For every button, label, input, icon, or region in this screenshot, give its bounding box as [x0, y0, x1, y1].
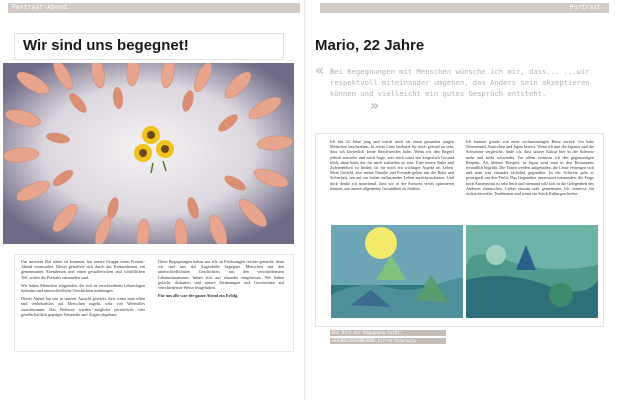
hands-photo [3, 63, 294, 244]
artwork-1 [331, 225, 463, 318]
portrait-title: Mario, 22 Jahre [315, 37, 425, 54]
artwork-2-image [466, 225, 598, 318]
right-header-label: Portrait. [569, 4, 605, 11]
page-title: Wir sind uns begegnet! [23, 37, 189, 54]
left-text-block [14, 254, 294, 352]
left-paragraph-1: Um unserem Ziel näher zu kommen, hat unsere Gruppe einen Portrait-Abend veranstaltet. Dieser gestaltete sich durch das Kennenlernen, ein gemeinsames Abendessen und einen gestalterischen und schriftlichen Teil, wobei die Portraits entstanden sind. [21, 259, 145, 280]
left-column-1 [21, 259, 145, 320]
left-paragraph-3: Dieser Abend hat uns in unserer Ansicht gestärkt, dass wenn man offen und vorbehaltslos auf Menschen zugeht, sehr viel Wertvolles zurückkommt. Das Weiteren werden mögliche persönliche oder gesellschaftlich geprägte Vorurteile und Ängste abgebaut. [21, 296, 145, 317]
hands-illustration [3, 63, 294, 244]
left-page [0, 0, 306, 400]
left-title-box [14, 33, 284, 60]
quote-text: Bei Begegnungen mit Menschen wünsche ich mir, dass... ...wir respektvoll miteinander umgehen, das Anders sein akzeptieren können und vielleicht ein gutes Gespräch entsteht. [330, 67, 590, 98]
caption-2: GEFUEHLSERINNERUNG Alfred Kuderwitz [332, 338, 417, 343]
caption-bar-1 [330, 330, 446, 336]
artwork-2 [466, 225, 598, 318]
right-column-1: Ich bin 22 Jahre jung und würde mich als einen gesunden jungen Menschen beschreiben. In erster Linie bedeutet für mich gesund zu sein, dass ich körperlich keine Beschwerden habe. Wenn ich den Begriff jedoch ausweite und mich frage, was mich sonst nur körperlich Gesund fühlt, dann heißt das für mich zufrieden zu sein. Eine innere Ruhe und Zufriedenheit zu finden, ist für mich ein wichtiger Aspekt im Leben. Mein Umfeld, also meine Familie und Freunde geben mir die Ruhe und Sicherheit, um auf ein bisher aufbauendes Leben zurückzuschauen. Und doch denke ich manchmal, dass wir in der Schweiz vieles optimieren können, um unsere allgemeine Gesundheit zu fördern. [330, 139, 454, 191]
artwork-1-image [331, 225, 463, 318]
right-header-bar [320, 3, 609, 13]
left-header-label: Portrait-Abend. [12, 4, 71, 11]
quote-block [315, 63, 602, 114]
caption-bar-2 [330, 338, 446, 344]
left-column-2 [158, 259, 284, 301]
caption-1: Das Bild der Begegnung heißt: [332, 330, 402, 335]
right-column-2: Ich komme gerade von einer sechsmonatigen Reise zurück. Ich habe Neuseeland, Australien und Japan bereist. Wenn ich nun die Japaner und die Schweizer vergleiche, finde ich, dass unsere Kultur hier in der Schweiz mehr und mehr schwindet. Vor allem vermisse ich den gegenseitigen Respekt. Als kleines Beispiel, in Japan wird man in den Restaurants freundlich begrüßt. Die Tänen werden aufgehalten, die Leute verneigen sich und man tritt einander lächelnd gegenüber. In der Schweiz geht es prinzipiell um den Profit. Das Gegenüber interessiert niemanden, die Frage nach Anonymität ist sehr hoch und niemand will sich in die Gelegenheit des Anderen einmischen. Lieber einsam statt gemeinsam. Ich vermisse ein rücksichtsvolles Traditionen und somit ein Stück Kulturgeschichte. [466, 139, 594, 197]
left-paragraph-2: Wir haben Menschen eingeladen, die sich in verschiedenen Lebenslagen befinden und unterschiedliche Geschichten mitbringen. [21, 282, 145, 294]
quote-open-icon: « [315, 63, 325, 79]
left-header-bar [8, 3, 300, 13]
left-paragraph-4: Diese Begegnungen haben uns alle an Erfahrungen reicher gemacht, denn wir sind uns auf Augenhöhe begegnet. Menschen mit den unterschiedlichsten Geschichten, mit den verschiedensten Lebenssituationen, haben sich auf einander eingelassen. Wir haben gelacht, diskutiert und unsere Erfahrungen und Geschichten auf verschiedenste Weise festgehalten. [158, 259, 284, 291]
quote-close-icon: » [370, 98, 380, 114]
right-text-block [315, 133, 604, 327]
left-conclusion: Für uns alle war der ganze Abend ein Erfolg. [158, 293, 239, 299]
